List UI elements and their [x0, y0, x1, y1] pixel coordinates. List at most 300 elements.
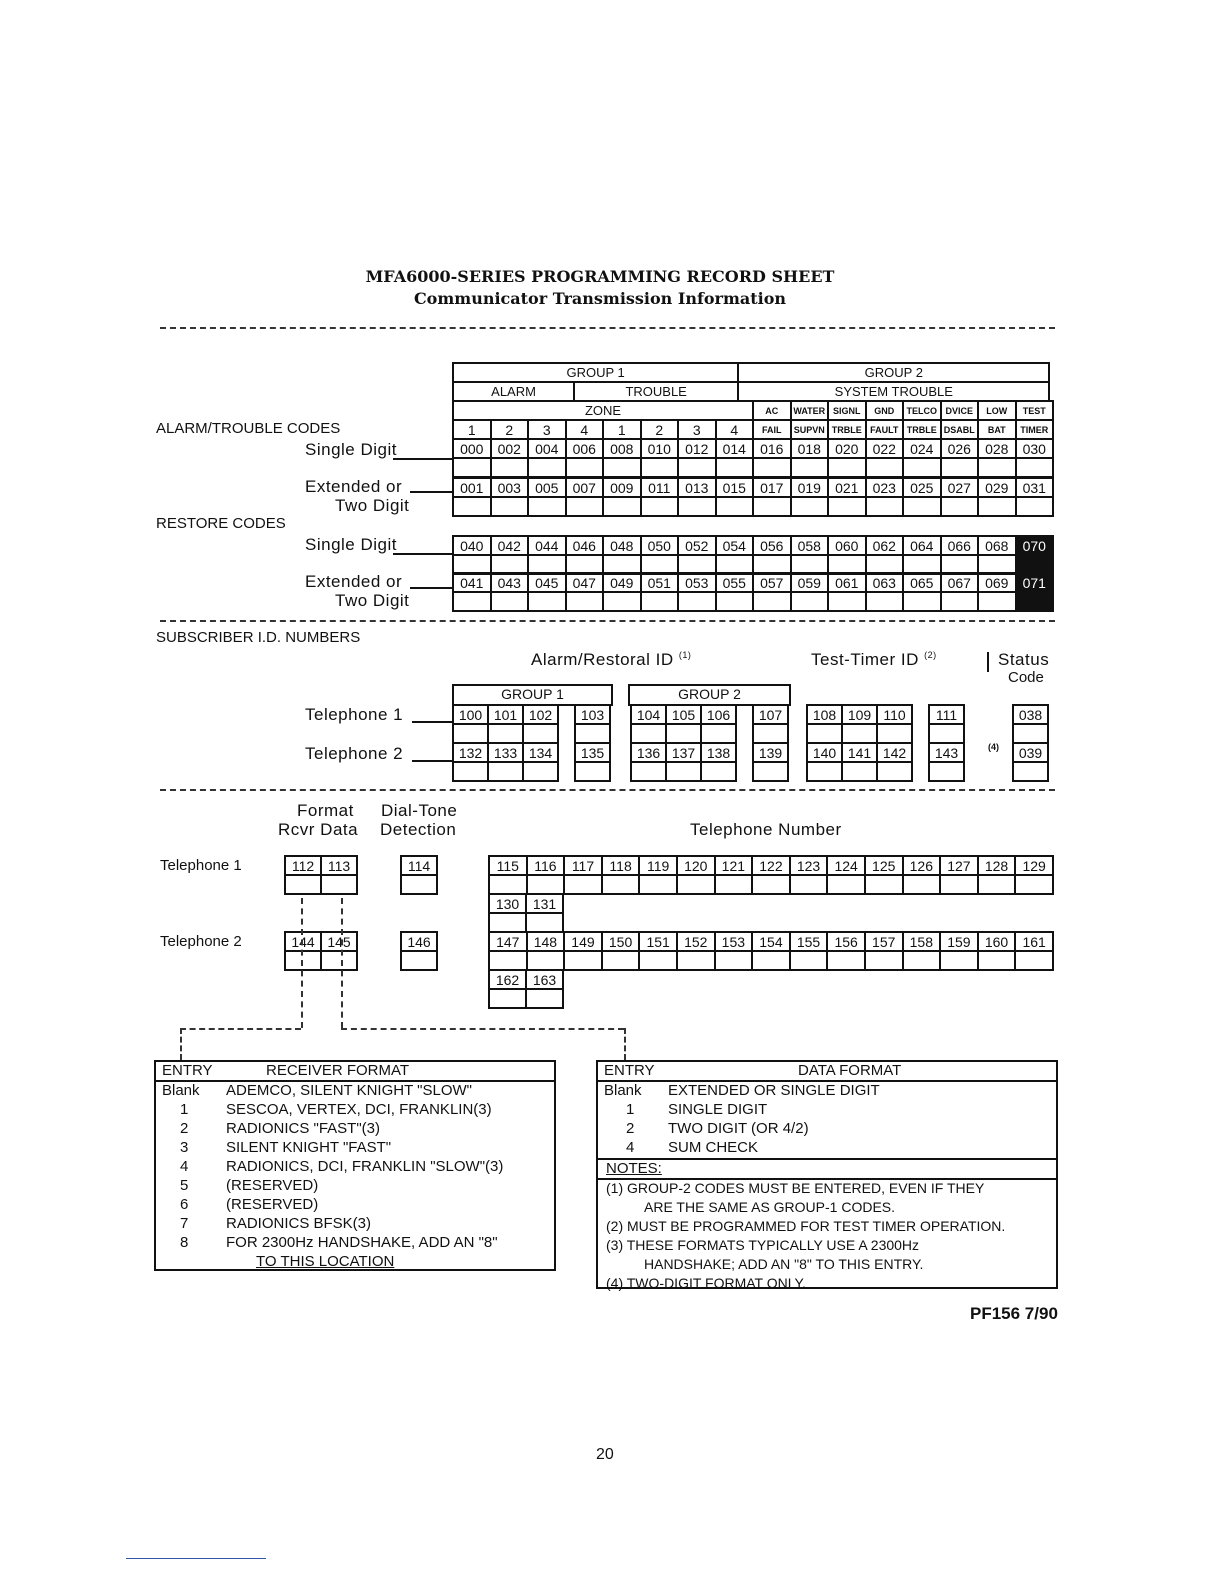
cell: 132 [453, 743, 488, 762]
entry-cell[interactable] [903, 875, 941, 894]
entry-cell[interactable] [666, 762, 701, 781]
zone-number: 1 [603, 420, 641, 439]
cell: 104 [631, 705, 666, 724]
entry-cell[interactable] [453, 724, 488, 743]
cell: 102 [523, 705, 558, 724]
entry-cell[interactable] [715, 951, 753, 970]
code-label: Code [1008, 669, 1044, 686]
code-cell: 023 [866, 478, 904, 497]
entry-cell[interactable] [1016, 497, 1054, 516]
entry-cell[interactable] [753, 497, 791, 516]
code-cell: 021 [828, 478, 866, 497]
code-cell: 011 [641, 478, 679, 497]
page-subtitle: Communicator Transmission Information [413, 289, 787, 308]
entry-cell[interactable] [828, 592, 866, 611]
entry-cell[interactable] [1016, 592, 1054, 611]
code-cell: 048 [603, 536, 641, 555]
code-cell: 066 [941, 536, 979, 555]
entry-cell[interactable] [753, 458, 791, 477]
code-cell: 157 [865, 932, 903, 951]
code-cell: 016 [753, 439, 791, 458]
code-cell: 156 [827, 932, 865, 951]
entry-cell[interactable] [285, 875, 321, 894]
entry-cell[interactable] [641, 458, 679, 477]
form-id: PF156 7/90 [970, 1304, 1058, 1323]
entry-cell[interactable] [489, 989, 526, 1008]
legend-row [156, 1139, 554, 1158]
sys-label: DVICE [941, 401, 979, 420]
code-cell: 055 [716, 573, 754, 592]
code-cell: 155 [790, 932, 828, 951]
sub-tt-tel1-extra [928, 704, 965, 744]
cell: 141 [842, 743, 877, 762]
code-cell: 119 [639, 856, 677, 875]
cell: 131 [526, 894, 563, 913]
two-digit-label: Two Digit [335, 496, 410, 515]
code-cell: 041 [453, 573, 491, 592]
entry-cell[interactable] [678, 497, 716, 516]
receiver-format-legend [154, 1060, 556, 1271]
entry-cell[interactable] [528, 458, 566, 477]
legend-row [156, 1177, 554, 1196]
entry-header: ENTRY [162, 1062, 213, 1079]
t1-number2-table [488, 893, 564, 933]
sub-g1-tel1-extra [574, 704, 611, 744]
code-cell: 031 [1016, 478, 1054, 497]
alarm-extended-table [452, 477, 1054, 517]
entry-cell[interactable] [641, 592, 679, 611]
code-cell: 149 [564, 932, 602, 951]
entry-cell[interactable] [488, 724, 523, 743]
entry-cell[interactable] [575, 724, 610, 743]
entry-cell[interactable] [603, 592, 641, 611]
sys-label: SUPVN [791, 420, 829, 439]
sub-g2-tel2-extra [752, 742, 789, 782]
entry-text: SILENT KNIGHT "FAST" [226, 1139, 392, 1156]
entry-cell[interactable] [929, 724, 964, 743]
cell: 135 [575, 743, 610, 762]
sub-g2-tel2 [630, 742, 737, 782]
code-cell: 062 [866, 536, 904, 555]
code-cell: 022 [866, 439, 904, 458]
single-digit-label: Single Digit [305, 535, 397, 554]
code-cell: 026 [941, 439, 979, 458]
entry-cell[interactable] [491, 592, 529, 611]
entry-cell[interactable] [564, 951, 602, 970]
code-cell: 027 [941, 478, 979, 497]
cell: 111 [929, 705, 964, 724]
sys-label: LOW [978, 401, 1016, 420]
code-cell: 069 [978, 573, 1016, 592]
entry-cell[interactable] [631, 762, 666, 781]
legend-row [598, 1139, 1056, 1158]
entry-cell[interactable] [865, 951, 903, 970]
entry-cell[interactable] [978, 497, 1016, 516]
alarm-header: ALARM [453, 382, 574, 401]
entry-cell[interactable] [903, 458, 941, 477]
code-cell: 064 [903, 536, 941, 555]
rcvr-data-label: Rcvr Data [278, 820, 359, 839]
note4-ref: (4) [988, 742, 999, 752]
entry-cell[interactable] [701, 724, 736, 743]
sub-g1-tel2-extra [574, 742, 611, 782]
entry-text: SUM CHECK [668, 1139, 759, 1156]
legend-header [598, 1062, 1056, 1082]
connector [624, 1028, 626, 1060]
code-cell: 005 [528, 478, 566, 497]
entry-cell[interactable] [602, 951, 640, 970]
entry-cell[interactable] [453, 497, 491, 516]
entry-cell[interactable] [1013, 724, 1048, 743]
entry-cell[interactable] [1016, 458, 1054, 477]
entry-cell[interactable] [716, 458, 754, 477]
sys-label: TEST [1016, 401, 1054, 420]
legend-row [598, 1082, 1056, 1101]
code-cell: 015 [716, 478, 754, 497]
entry-cell[interactable] [285, 951, 321, 970]
code-cell: 024 [903, 439, 941, 458]
entry-cell[interactable] [716, 497, 754, 516]
cell: 101 [488, 705, 523, 724]
connector [180, 1028, 301, 1030]
restore-single-table [452, 535, 1054, 575]
format-label: Format [297, 801, 354, 820]
code-cell: 154 [752, 932, 790, 951]
entry-cell[interactable] [807, 762, 842, 781]
entry-cell[interactable] [791, 592, 829, 611]
code-cell: 153 [715, 932, 753, 951]
entry-code: 5 [180, 1177, 189, 1194]
entry-cell[interactable] [1015, 951, 1053, 970]
entry-cell[interactable] [527, 875, 565, 894]
entry-cell[interactable] [1015, 875, 1053, 894]
code-cell: 121 [715, 856, 753, 875]
entry-cell[interactable] [978, 458, 1016, 477]
entry-text: TWO DIGIT (OR 4/2) [668, 1120, 809, 1137]
sys-label: DSABL [941, 420, 979, 439]
entry-code: 4 [626, 1139, 635, 1156]
entry-code: 1 [626, 1101, 635, 1118]
alarm-trouble-codes-label: ALARM/TROUBLE CODES [156, 420, 341, 437]
code-cell: 052 [678, 536, 716, 555]
code-cell: 068 [978, 536, 1016, 555]
code-cell: 151 [639, 932, 677, 951]
entry-cell[interactable] [526, 913, 563, 932]
code-cell: 012 [678, 439, 716, 458]
entry-cell[interactable] [941, 592, 979, 611]
code-cell: 044 [528, 536, 566, 555]
legend-row [156, 1234, 554, 1253]
entry-cell[interactable] [903, 497, 941, 516]
entry-cell[interactable] [566, 497, 604, 516]
entry-cell[interactable] [791, 458, 829, 477]
entry-cell[interactable] [321, 875, 357, 894]
entry-text: TO THIS LOCATION [256, 1253, 395, 1270]
code-cell: 051 [641, 573, 679, 592]
separator [987, 652, 989, 672]
code-cell: 116 [527, 856, 565, 875]
entry-cell[interactable] [842, 724, 877, 743]
code-cell: 030 [1016, 439, 1054, 458]
leader-line [410, 587, 453, 589]
code-cell: 002 [491, 439, 529, 458]
entry-cell[interactable] [564, 875, 602, 894]
entry-cell[interactable] [523, 724, 558, 743]
entry-cell[interactable] [753, 592, 791, 611]
t1-dialtone-table [400, 855, 438, 895]
code-cell: 056 [753, 536, 791, 555]
entry-cell[interactable] [527, 951, 565, 970]
cell: 112 [285, 856, 321, 875]
entry-code: 6 [180, 1196, 189, 1213]
detection-label: Detection [380, 820, 457, 839]
format-header: DATA FORMAT [798, 1062, 902, 1079]
code-cell: 158 [903, 932, 941, 951]
entry-cell[interactable] [491, 497, 529, 516]
t1-number-table [488, 855, 1054, 895]
entry-cell[interactable] [526, 989, 563, 1008]
zone-number: 2 [641, 420, 679, 439]
sys-label: TRBLE [828, 420, 866, 439]
entry-cell[interactable] [1013, 762, 1048, 781]
entry-cell[interactable] [866, 458, 904, 477]
entry-text: RADIONICS, DCI, FRANKLIN "SLOW"(3) [226, 1158, 504, 1175]
entry-cell[interactable] [866, 497, 904, 516]
entry-cell[interactable] [701, 762, 736, 781]
entry-code: Blank [162, 1082, 200, 1099]
code-cell: 117 [564, 856, 602, 875]
entry-cell[interactable] [401, 951, 437, 970]
legend-row [156, 1120, 554, 1139]
entry-cell[interactable] [752, 951, 790, 970]
entry-text: RADIONICS BFSK(3) [226, 1215, 372, 1232]
sys-label: SIGNL [828, 401, 866, 420]
group2-header: GROUP 2 [738, 363, 1049, 382]
sys-label: WATER [791, 401, 829, 420]
cell: 038 [1013, 705, 1048, 724]
legend-row [156, 1253, 554, 1272]
data-rows [598, 1082, 1056, 1158]
subscriber-id-label: SUBSCRIBER I.D. NUMBERS [156, 629, 361, 646]
sys-label: TRBLE [903, 420, 941, 439]
code-cell: 071 [1016, 573, 1054, 592]
code-cell: 043 [491, 573, 529, 592]
system-trouble-header: SYSTEM TROUBLE [738, 382, 1049, 401]
code-cell: 161 [1015, 932, 1053, 951]
code-cell: 128 [978, 856, 1016, 875]
legend-row [156, 1082, 554, 1101]
entry-cell[interactable] [790, 951, 828, 970]
entry-cell[interactable] [528, 592, 566, 611]
connector [341, 1028, 624, 1030]
entry-cell[interactable] [807, 724, 842, 743]
entry-cell[interactable] [827, 875, 865, 894]
entry-cell[interactable] [716, 592, 754, 611]
sys-label: AC [753, 401, 791, 420]
entry-cell[interactable] [641, 497, 679, 516]
entry-cell[interactable] [865, 875, 903, 894]
entry-cell[interactable] [940, 951, 978, 970]
code-cell: 147 [489, 932, 527, 951]
sys-label: GND [866, 401, 904, 420]
legend-row [156, 1215, 554, 1234]
entry-cell[interactable] [453, 592, 491, 611]
cell: 134 [523, 743, 558, 762]
entry-cell[interactable] [790, 875, 828, 894]
cell: 162 [489, 970, 526, 989]
code-cell: 065 [903, 573, 941, 592]
entry-cell[interactable] [575, 762, 610, 781]
trouble-header: TROUBLE [574, 382, 738, 401]
code-cell: 017 [753, 478, 791, 497]
code-cell: 029 [978, 478, 1016, 497]
entry-cell[interactable] [753, 724, 788, 743]
entry-cell[interactable] [489, 951, 527, 970]
entry-cell[interactable] [752, 875, 790, 894]
entry-cell[interactable] [941, 497, 979, 516]
entry-cell[interactable] [602, 875, 640, 894]
code-cell: 061 [828, 573, 866, 592]
entry-cell[interactable] [488, 762, 523, 781]
codes-table-header [452, 362, 1052, 402]
code-cell: 122 [752, 856, 790, 875]
divider [160, 327, 1055, 329]
entry-cell[interactable] [978, 951, 1016, 970]
entry-cell[interactable] [978, 592, 1016, 611]
entry-cell[interactable] [678, 458, 716, 477]
cell: 114 [401, 856, 437, 875]
code-cell: 160 [978, 932, 1016, 951]
leader-line [393, 553, 453, 555]
entry-cell[interactable] [631, 724, 666, 743]
entry-cell[interactable] [941, 458, 979, 477]
note-line: (4) TWO-DIGIT FORMAT ONLY. [606, 1275, 806, 1291]
entry-cell[interactable] [321, 951, 357, 970]
cell: 145 [321, 932, 357, 951]
notes-header: NOTES: [598, 1158, 1056, 1178]
code-cell: 050 [641, 536, 679, 555]
code-cell: 046 [566, 536, 604, 555]
entry-cell[interactable] [401, 875, 437, 894]
entry-cell[interactable] [978, 875, 1016, 894]
cell: 110 [877, 705, 912, 724]
sys-label: BAT [978, 420, 1016, 439]
entry-cell[interactable] [791, 497, 829, 516]
entry-cell[interactable] [940, 875, 978, 894]
entry-cell[interactable] [523, 762, 558, 781]
sub-g2-tel1 [630, 704, 737, 744]
entry-cell[interactable] [677, 951, 715, 970]
entry-cell[interactable] [528, 497, 566, 516]
entry-cell[interactable] [639, 951, 677, 970]
code-cell: 152 [677, 932, 715, 951]
cell: 133 [488, 743, 523, 762]
entry-cell[interactable] [866, 592, 904, 611]
code-cell: 020 [828, 439, 866, 458]
receiver-rows [156, 1082, 554, 1272]
entry-cell[interactable] [603, 458, 641, 477]
entry-cell[interactable] [566, 592, 604, 611]
format-header: RECEIVER FORMAT [266, 1062, 410, 1079]
connector [301, 898, 303, 1028]
sub-g1-tel2 [452, 742, 559, 782]
status-tel2 [1012, 742, 1049, 782]
page-title: MFA6000-SERIES PROGRAMMING RECORD SHEET [365, 267, 835, 286]
entry-cell[interactable] [603, 497, 641, 516]
code-cell: 063 [866, 573, 904, 592]
code-cell: 009 [603, 478, 641, 497]
notes-rows [598, 1178, 1056, 1294]
code-cell: 047 [566, 573, 604, 592]
code-cell: 057 [753, 573, 791, 592]
code-cell: 018 [791, 439, 829, 458]
entry-text: SINGLE DIGIT [668, 1101, 768, 1118]
data-format-legend [596, 1060, 1058, 1289]
entry-code: 4 [180, 1158, 189, 1175]
note-line: (3) THESE FORMATS TYPICALLY USE A 2300Hz [606, 1237, 920, 1253]
t2-number-table [488, 931, 1054, 971]
entry-cell[interactable] [828, 458, 866, 477]
entry-cell[interactable] [453, 458, 491, 477]
entry-cell[interactable] [677, 875, 715, 894]
cell: 108 [807, 705, 842, 724]
leader-line [410, 491, 453, 493]
sub-tt-tel2-extra [928, 742, 965, 782]
entry-cell[interactable] [877, 762, 912, 781]
entry-cell[interactable] [827, 951, 865, 970]
legend-row [598, 1101, 1056, 1120]
entry-cell[interactable] [903, 592, 941, 611]
entry-cell[interactable] [491, 458, 529, 477]
entry-cell[interactable] [753, 762, 788, 781]
code-cell: 123 [790, 856, 828, 875]
subscriber-group1-header: GROUP 1 [452, 684, 613, 706]
telephone1-label: Telephone 1 [305, 705, 404, 724]
code-cell: 010 [641, 439, 679, 458]
cell: 137 [666, 743, 701, 762]
entry-text: FOR 2300Hz HANDSHAKE, ADD AN "8" [226, 1234, 498, 1251]
entry-cell[interactable] [666, 724, 701, 743]
code-cell: 019 [791, 478, 829, 497]
note-line: (2) MUST BE PROGRAMMED FOR TEST TIMER OPERATION. [606, 1218, 1006, 1234]
code-cell: 124 [827, 856, 865, 875]
entry-cell[interactable] [715, 875, 753, 894]
entry-cell[interactable] [639, 875, 677, 894]
entry-header: ENTRY [604, 1062, 655, 1079]
entry-cell[interactable] [842, 762, 877, 781]
cell: 113 [321, 856, 357, 875]
entry-cell[interactable] [489, 875, 527, 894]
entry-cell[interactable] [453, 762, 488, 781]
code-cell: 045 [528, 573, 566, 592]
legend-row [156, 1158, 554, 1177]
code-cell: 127 [940, 856, 978, 875]
entry-cell[interactable] [828, 497, 866, 516]
entry-cell[interactable] [903, 951, 941, 970]
code-cell: 118 [602, 856, 640, 875]
note-line: ARE THE SAME AS GROUP-1 CODES. [644, 1199, 896, 1215]
entry-cell[interactable] [489, 913, 526, 932]
sub-g1-tel1 [452, 704, 559, 744]
entry-cell[interactable] [877, 724, 912, 743]
entry-cell[interactable] [678, 592, 716, 611]
zone-number: 4 [566, 420, 604, 439]
entry-cell[interactable] [566, 458, 604, 477]
note-line: HANDSHAKE; ADD AN "8" TO THIS ENTRY. [644, 1256, 924, 1272]
entry-cell[interactable] [929, 762, 964, 781]
leader-line [412, 721, 453, 723]
dial-tone-label: Dial-Tone [381, 801, 458, 820]
